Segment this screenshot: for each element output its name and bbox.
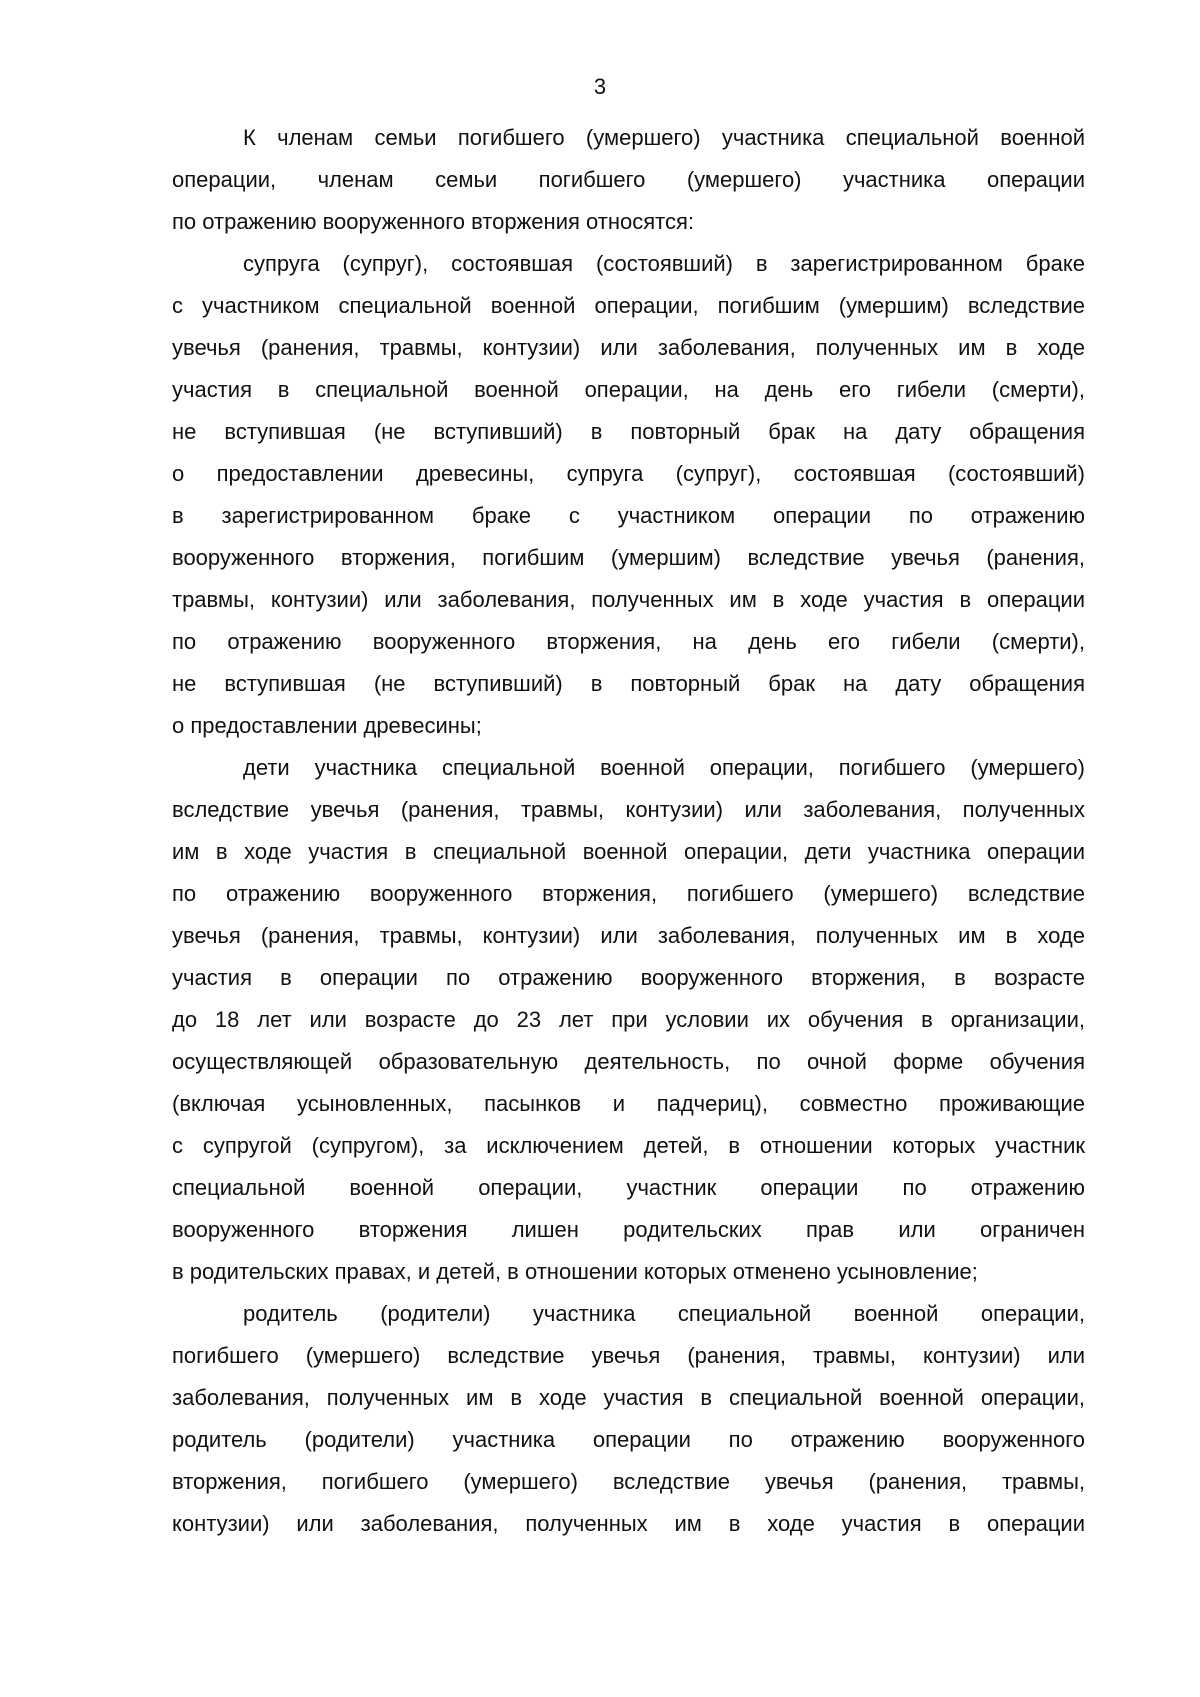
text-line: участия в специальной военной операции, на день его гибели (смерти), — [172, 377, 1085, 402]
text-line: (включая усыновленных, пасынков и падчериц), совместно проживающие — [172, 1091, 1085, 1116]
text-line: операции, членам семьи погибшего (умершего) участника операции — [172, 167, 1085, 192]
text-line: в зарегистрированном браке с участником операции по отражению — [172, 503, 1085, 528]
text-line: вооруженного вторжения лишен родительских прав или ограничен — [172, 1217, 1085, 1242]
text-line: с участником специальной военной операции, погибшим (умершим) вследствие — [172, 293, 1085, 318]
text-line: по отражению вооруженного вторжения относятся: — [172, 209, 694, 234]
text-line: заболевания, полученных им в ходе участия в специальной военной операции, — [172, 1385, 1085, 1410]
text-line: о предоставлении древесины, супруга (супруг), состоявшая (состоявший) — [172, 461, 1085, 486]
text-line: родитель (родители) участника специальной военной операции, — [243, 1301, 1085, 1326]
text-line: супруга (супруг), состоявшая (состоявший) в зарегистрированном браке — [243, 251, 1085, 276]
paragraph — [172, 117, 1085, 243]
text-line: родитель (родители) участника операции по отражению вооруженного — [172, 1427, 1085, 1452]
text-line: не вступившая (не вступивший) в повторный брак на дату обращения — [172, 419, 1085, 444]
text-line: по отражению вооруженного вторжения, погибшего (умершего) вследствие — [172, 881, 1085, 906]
paragraph — [172, 747, 1085, 1293]
text-line: увечья (ранения, травмы, контузии) или заболевания, полученных им в ходе — [172, 335, 1085, 360]
text-line: о предоставлении древесины; — [172, 713, 482, 738]
paragraph — [172, 243, 1085, 747]
text-line: осуществляющей образовательную деятельность, по очной форме обучения — [172, 1049, 1085, 1074]
text-line: увечья (ранения, травмы, контузии) или заболевания, полученных им в ходе — [172, 923, 1085, 948]
text-line: с супругой (супругом), за исключением детей, в отношении которых участник — [172, 1133, 1085, 1158]
text-line: в родительских правах, и детей, в отношении которых отменено усыновление; — [172, 1259, 978, 1284]
text-line: травмы, контузии) или заболевания, полученных им в ходе участия в операции — [172, 587, 1085, 612]
text-line: К членам семьи погибшего (умершего) участника специальной военной — [243, 125, 1085, 150]
text-line: вследствие увечья (ранения, травмы, контузии) или заболевания, полученных — [172, 797, 1085, 822]
text-line: специальной военной операции, участник операции по отражению — [172, 1175, 1085, 1200]
text-line: вторжения, погибшего (умершего) вследствие увечья (ранения, травмы, — [172, 1469, 1085, 1494]
text-line: по отражению вооруженного вторжения, на день его гибели (смерти), — [172, 629, 1085, 654]
text-line: до 18 лет или возрасте до 23 лет при условии их обучения в организации, — [172, 1007, 1085, 1032]
text-line: им в ходе участия в специальной военной операции, дети участника операции — [172, 839, 1085, 864]
text-line: вооруженного вторжения, погибшим (умершим) вследствие увечья (ранения, — [172, 545, 1085, 570]
text-line: дети участника специальной военной операции, погибшего (умершего) — [243, 755, 1085, 780]
page-number: 3 — [593, 74, 607, 99]
text-line: контузии) или заболевания, полученных им в ходе участия в операции — [172, 1511, 1085, 1536]
text-line: погибшего (умершего) вследствие увечья (ранения, травмы, контузии) или — [172, 1343, 1085, 1368]
paragraph — [172, 1293, 1085, 1545]
document-body — [172, 117, 1085, 1545]
text-line: не вступившая (не вступивший) в повторный брак на дату обращения — [172, 671, 1085, 696]
text-line: участия в операции по отражению вооруженного вторжения, в возрасте — [172, 965, 1085, 990]
